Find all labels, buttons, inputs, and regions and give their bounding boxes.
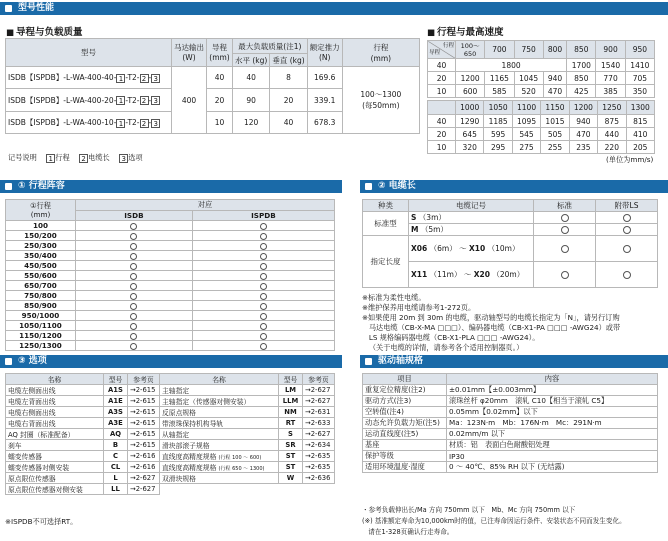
col-ref: 参考页 [303,374,335,385]
option-name: 滑块部滚子规格 [160,440,279,451]
table-row [6,440,335,451]
option-code: A3S [104,407,128,418]
speed-table-1 [427,40,655,98]
thrust-value: 678.3 [307,112,342,134]
lead-cell: 40 [428,59,456,72]
speed-subtitle: ■ 行程与最高速度 [427,24,504,38]
option-name: 电缆右背面出线 [6,418,104,429]
available-icon [130,313,137,320]
section-header-model [0,2,668,15]
available-icon [260,333,267,340]
drive-notes: ・参考负载伸出长/Ma 方向 750mm 以下 Mb、Mc 方向 750mm 以下 (※) 基准额定寿命为10,000km时的值，已注寿命因运行条件、安装状态不同而发生变化。 请在1-328页确认行走寿命。 [362,506,626,536]
option-code: RT [279,418,303,429]
table-row [6,291,335,301]
available-icon [260,323,267,330]
speed-cell: 470 [569,128,597,141]
cable-table [362,199,658,288]
stroke-value: 150/200 [6,231,76,241]
option-ref[interactable]: →2-627 [303,429,335,440]
stroke-header: 1100 [512,101,540,115]
table-row [6,341,335,351]
speed-corner: 行程 导程 [428,41,456,59]
available-icon [260,273,267,280]
table-row [6,385,335,396]
table-row [6,221,335,231]
speed-cell: 440 [598,128,626,141]
available-icon [561,226,569,234]
option-name: 蠕变传感器对侧安装 [6,462,104,473]
vertical-value: 40 [270,112,307,134]
table-row [6,429,335,440]
standard-label: 标准型 [363,212,409,236]
section-header-stroke: ① 行程阵容 [0,180,342,193]
option-ref[interactable]: →2-634 [303,440,335,451]
table-row [6,251,335,261]
speed-cell: 600 [456,85,485,98]
lead-cell: 10 [428,85,456,98]
speed-cell: 1200 [456,72,485,85]
speed-cell: 1095 [512,115,540,128]
option-ref[interactable]: →2-627 [128,484,160,495]
spec-content: 滚珠丝杆 φ20mm 滚轧 C10【相当于滚轧 C5】 [447,396,658,407]
stroke-value: 550/600 [6,271,76,281]
speed-cell: 255 [541,141,569,154]
option-name: 直线度高精度规格 (行程 650 ～ 1300) [160,462,279,473]
col-name: 名称 [160,374,279,385]
col-ref: 参考页 [128,374,160,385]
stroke-header: 700 [485,41,514,59]
table-row: X11 （11m） ～ X20 （20m） [363,262,658,288]
speed-cell: 545 [512,128,540,141]
option-code: C [104,451,128,462]
option-ref[interactable]: →2-615 [128,385,160,396]
table-row [6,451,335,462]
speed-cell: 1045 [514,72,543,85]
speed-cell: 940 [543,72,566,85]
option-name: 从轴指定 [160,429,279,440]
stroke-header: 1300 [626,101,654,115]
available-icon [130,333,137,340]
table-row [363,418,658,429]
section-header-options: ③ 选项 [0,355,342,368]
available-icon [260,253,267,260]
speed-cell: 645 [456,128,484,141]
table-row [6,301,335,311]
option-name: 主轴指定（传感器对侧安装） [160,396,279,407]
table-row: 标准型 S （3m） [363,212,658,224]
spec-item: 驱动方式(注3) [363,396,447,407]
specified-length-label: 指定长度 [363,236,409,288]
table-row [6,331,335,341]
speed-cell: 470 [543,85,566,98]
lead-cell: 10 [428,141,456,154]
stroke-header: 1150 [541,101,569,115]
model-table [5,38,420,134]
option-name: 带滚珠保持机构导轨 [160,418,279,429]
lead-cell: 40 [428,115,456,128]
speed-cell: 320 [456,141,484,154]
speed-cell: 1540 [596,59,625,72]
speed-cell: 505 [541,128,569,141]
lead-value: 20 [207,89,233,112]
col-type: 种类 [363,200,409,212]
table-row [363,429,658,440]
option-ref[interactable]: →2-633 [303,418,335,429]
option-name: 刹车 [6,440,104,451]
speed-corner [428,101,456,115]
table-row [6,311,335,321]
speed-cell: 1800 [456,59,567,72]
stroke-value: 650/700 [6,281,76,291]
speed-cell: 350 [625,85,654,98]
horizontal-value: 90 [233,89,270,112]
speed-cell: 520 [514,85,543,98]
option-name: 电缆左背面出线 [6,396,104,407]
option-ref[interactable]: →2-631 [303,407,335,418]
speed-cell: 815 [626,115,654,128]
spec-content: 0 ～ 40℃、85% RH 以下 (无结露) [447,462,658,473]
stroke-header: 800 [543,41,566,59]
table-row: M （5m） [363,224,658,236]
stroke-header: 750 [514,41,543,59]
speed-cell: 585 [485,85,514,98]
table-row [6,231,335,241]
option-ref[interactable]: →2-615 [128,418,160,429]
option-ref[interactable]: →2-635 [303,462,335,473]
speed-cell: 1185 [484,115,512,128]
option-name: 原点限位传感器对侧安装 [6,484,104,495]
spec-item: 基座 [363,440,447,451]
option-ref[interactable]: →2-616 [128,462,160,473]
available-icon [130,233,137,240]
option-name: 双滑块规格 [160,473,279,484]
available-icon [623,226,631,234]
spec-item: 运动直线度(注5) [363,429,447,440]
thrust-value: 339.1 [307,89,342,112]
option-code: B [104,440,128,451]
available-icon [260,303,267,310]
option-name: 直线度高精度规格 (行程 100 ～ 600) [160,451,279,462]
spec-content: Ma：123N·m Mb：176N·m Mc：291N·m [447,418,658,429]
spec-content: ±0.01mm【±0.003mm】 [447,385,658,396]
table-row [428,72,655,85]
available-icon [260,223,267,230]
section-header-drive: 驱动轴规格 [360,355,668,368]
lead-load-subtitle: ■ 导程与负载质量 [6,24,83,38]
available-icon [130,303,137,310]
table-row [6,473,335,484]
option-name: AQ 封圈（标准配备） [6,429,104,440]
stroke-value: 100～1300 (每50mm) [342,67,419,134]
available-icon [260,343,267,350]
option-code: NM [279,407,303,418]
col-ispdb: ISPDB [192,211,334,221]
stroke-header: 1200 [569,101,597,115]
available-icon [623,271,631,279]
table-row [6,271,335,281]
table-row [428,85,655,98]
available-icon [130,273,137,280]
col-name: 名称 [6,374,104,385]
option-code: L [104,473,128,484]
stroke-value: 750/800 [6,291,76,301]
table-row [6,418,335,429]
stroke-header: 1000 [456,101,484,115]
option-code: W [279,473,303,484]
stroke-value: 950/1000 [6,311,76,321]
speed-cell: 770 [596,72,625,85]
table-row [363,451,658,462]
table-row [428,128,655,141]
col-model: 型号 [6,39,172,67]
options-table [5,373,335,495]
option-ref[interactable]: →2-635 [303,451,335,462]
model-code: ISDB【ISPDB】-L-WA-400-10- 1 -T2- 2 - 3 [6,112,172,134]
option-ref[interactable]: →2-615 [128,440,160,451]
speed-cell: 1290 [456,115,484,128]
cable-notes: ※标准为柔性电缆。 ※维护保养用电缆请参考1-272页。 ※如果使用 20m 到 30m 的电缆，驱动轴型号的电缆长指定为「N」，请另行订购 马达电缆（CB-X-MA □□□）、编码器电缆（CB-X1-PA □□□ -AWG24）或带 LS 规格编码器电缆（CB-X1-PLA □□□ -AWG24）。 （关于电缆的详情，请参考各个适用控制器页。） [362,293,621,352]
col-support: 对应 [76,200,335,211]
speed-cell: 1410 [625,59,654,72]
table-row [428,141,655,154]
col-isdb: ISDB [76,211,193,221]
option-ref[interactable]: →2-627 [128,473,160,484]
model-code: ISDB【ISPDB】-L-WA-400-40- 1 -T2- 2 - 3 [6,67,172,89]
speed-cell: 295 [484,141,512,154]
lead-cell: 20 [428,128,456,141]
col-code: 型号 [104,374,128,385]
speed-unit: (单位为mm/s) [606,155,654,164]
available-icon [623,245,631,253]
table-row [6,484,335,495]
symbol-legend: 记号说明 1 行程 2 电缆长 3 选项 [8,153,143,163]
col-max-load: 最大负载质量(注1) [233,39,308,54]
available-icon [260,283,267,290]
spec-item: 重复定位精度(注2) [363,385,447,396]
speed-cell: 385 [596,85,625,98]
stroke-header: 1050 [484,101,512,115]
stroke-header: 1250 [598,101,626,115]
option-code: LM [279,385,303,396]
option-code: A3E [104,418,128,429]
available-icon [561,271,569,279]
speed-cell: 1015 [541,115,569,128]
col-lead: 导程 (mm) [207,39,233,67]
stroke-header: 850 [567,41,596,59]
spec-item: 保护等级 [363,451,447,462]
col-with-ls: 附带LS [596,200,658,212]
available-icon [130,243,137,250]
spec-content: 0.02mm/m 以下 [447,429,658,440]
option-code: LLM [279,396,303,407]
speed-cell: 1165 [485,72,514,85]
stroke-header: 100～ 650 [456,41,485,59]
horizontal-value: 120 [233,112,270,134]
option-ref[interactable]: →2-616 [128,451,160,462]
available-icon [130,323,137,330]
stroke-value: 100 [6,221,76,231]
lead-value: 40 [207,67,233,89]
stroke-value: 850/900 [6,301,76,311]
available-icon [130,253,137,260]
model-code: ISDB【ISPDB】-L-WA-400-20- 1 -T2- 2 - 3 [6,89,172,112]
option-code: A1E [104,396,128,407]
col-vertical: 垂直 (kg) [270,54,307,67]
table-row [6,462,335,473]
motor-value: 400 [172,67,207,134]
table-row [428,115,655,128]
available-icon [260,243,267,250]
spec-content: 材质：铝 表面白色耐酸铝处理 [447,440,658,451]
spec-item: 动态允许负载力矩(注5) [363,418,447,429]
col-motor: 马达输出 (W) [172,39,207,67]
col-standard: 标准 [534,200,596,212]
col-item: 项目 [363,374,447,385]
option-name: 反原点规格 [160,407,279,418]
table-row [6,67,420,89]
stroke-value: 1050/1100 [6,321,76,331]
available-icon [130,283,137,290]
option-code: CL [104,462,128,473]
available-icon [260,313,267,320]
stroke-value: 250/300 [6,241,76,251]
speed-cell: 220 [598,141,626,154]
horizontal-value: 40 [233,67,270,89]
vertical-value: 8 [270,67,307,89]
lead-cell: 20 [428,72,456,85]
option-name: 蠕变传感器 [6,451,104,462]
speed-cell: 875 [598,115,626,128]
stroke-value: 1250/1300 [6,341,76,351]
available-icon [260,263,267,270]
drive-spec-table [362,373,658,473]
option-code: LL [104,484,128,495]
option-code: ST [279,462,303,473]
option-ref[interactable]: →2-627 [303,396,335,407]
option-ref[interactable]: →2-615 [128,396,160,407]
table-row [363,440,658,451]
table-row [6,281,335,291]
speed-cell: 1700 [567,59,596,72]
available-icon [130,343,137,350]
col-content: 内容 [447,374,658,385]
options-footnote: ※ISPDB不可选择RT。 [5,517,78,526]
option-ref[interactable]: →2-615 [128,429,160,440]
col-thrust: 额定推力 (N) [307,39,342,67]
table-row: 指定长度 X06 （6m） ～ X10 （10m） [363,236,658,262]
speed-cell: 410 [626,128,654,141]
option-code: AQ [104,429,128,440]
option-name: 电缆左侧面出线 [6,385,104,396]
table-row [363,462,658,473]
col-horizontal: 水平 (kg) [233,54,270,67]
col-cable-code: 电缆记号 [409,200,534,212]
option-name: 主轴指定 [160,385,279,396]
available-icon [260,293,267,300]
table-row [6,241,335,251]
spec-content: 0.05mm【0.02mm】以下 [447,407,658,418]
table-row [363,407,658,418]
table-row [6,407,335,418]
available-icon [561,214,569,222]
option-code: SR [279,440,303,451]
table-row [6,261,335,271]
speed-cell: 235 [569,141,597,154]
stroke-header: 900 [596,41,625,59]
table-row [6,321,335,331]
spec-content: IP30 [447,451,658,462]
speed-cell: 850 [567,72,596,85]
speed-cell: 595 [484,128,512,141]
speed-cell: 425 [567,85,596,98]
section-header-cable: ② 电缆长 [360,180,668,193]
speed-cell: 940 [569,115,597,128]
available-icon [561,245,569,253]
speed-cell: 705 [625,72,654,85]
col-stroke: ①行程 (mm) [6,200,76,221]
stroke-value: 350/400 [6,251,76,261]
speed-cell: 275 [512,141,540,154]
speed-cell: 205 [626,141,654,154]
option-code: A1S [104,385,128,396]
vertical-value: 20 [270,89,307,112]
available-icon [130,293,137,300]
stroke-header: 950 [625,41,654,59]
option-ref[interactable]: →2-636 [303,473,335,484]
lead-value: 10 [207,112,233,134]
available-icon [623,214,631,222]
option-name: 电缆右侧面出线 [6,407,104,418]
col-code: 型号 [279,374,303,385]
stroke-value: 1150/1200 [6,331,76,341]
stroke-table [5,199,335,351]
table-row [363,385,658,396]
col-stroke: 行程 (mm) [342,39,419,67]
table-row [6,396,335,407]
available-icon [130,263,137,270]
option-ref[interactable]: →2-627 [303,385,335,396]
option-code: ST [279,451,303,462]
thrust-value: 169.6 [307,67,342,89]
available-icon [260,233,267,240]
section-title: 型号性能 [18,3,55,13]
table-row [363,396,658,407]
spec-item: 适用环境温度·湿度 [363,462,447,473]
speed-table-2 [427,100,655,154]
option-name: 原点限位传感器 [6,473,104,484]
stroke-value: 450/500 [6,261,76,271]
option-ref[interactable]: →2-615 [128,407,160,418]
spec-item: 空转值(注4) [363,407,447,418]
option-code: S [279,429,303,440]
available-icon [130,223,137,230]
table-row [428,59,655,72]
